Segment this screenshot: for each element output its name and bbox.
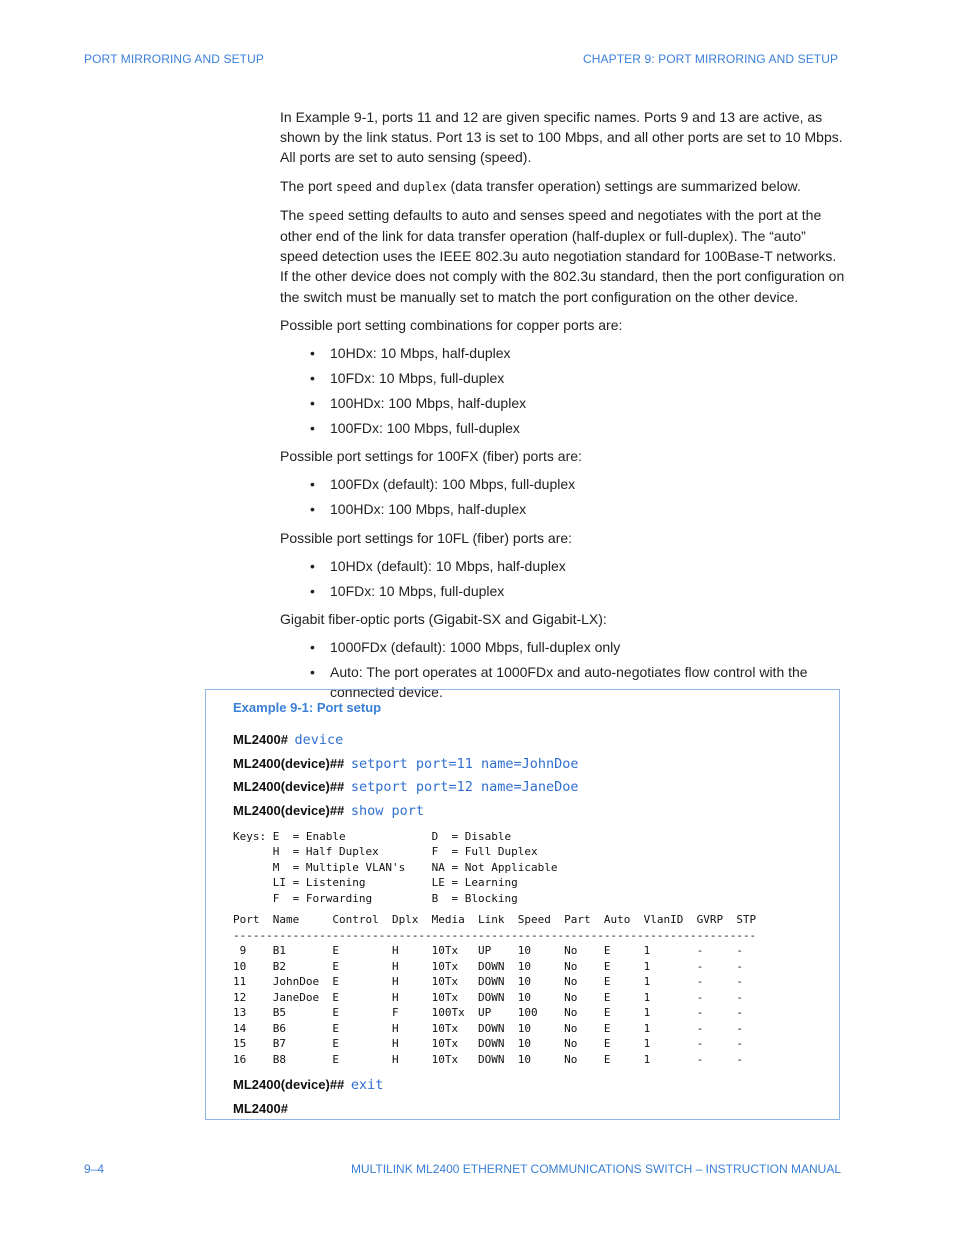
- text-run: and: [372, 177, 404, 194]
- list-item: • 100HDx: 100 Mbps, half-duplex: [280, 499, 846, 519]
- list-item: • 10FDx: 10 Mbps, full-duplex: [280, 581, 846, 601]
- command-line: [233, 799, 829, 823]
- list-item: • 10HDx (default): 10 Mbps, half-duplex: [280, 556, 846, 576]
- command: show port: [350, 803, 425, 820]
- command: setport port=11 name=JohnDoe: [350, 755, 579, 772]
- keys-legend: Keys: E = Enable D = Disable H = Half Duplex F = Full Duplex M = Multiple VLAN's NA = Not Applicable LI = Listening LE = Learning F = Forwarding B = Blocking: [233, 829, 558, 905]
- text-run: The: [280, 206, 309, 223]
- text-run: (data transfer operation) settings are summarized below.: [446, 177, 801, 194]
- prompt: ML2400(device)##: [233, 803, 345, 819]
- list-item: • Auto: The port operates at 1000FDx and auto-negotiates flow control with the connected device.: [280, 662, 846, 702]
- port-table: Port Name Control Dplx Media Link Speed Part Auto VlanID GVRP STP ------------------------------------------------------------------------------- 9 B1 E H 10Tx UP 10 No E 1 - - 10 B2 E H 10Tx DOWN 10 No E 1 - - 11 JohnDoe E H 10Tx DOWN 10 No E 1 - - 12 JaneDoe E H 10Tx DOWN 10 No E 1 - - 13 B5 E F 100Tx UP 100 No E 1 - - 14 B6 E H 10Tx DOWN 10 No E 1 - - 15 B7 E H 10Tx DOWN 10 No E 1 - - 16 B8 E H 10Tx DOWN 10 No E 1 - -: [233, 913, 757, 1066]
- gigabit-intro: Gigabit fiber-optic ports (Gigabit-SX and Gigabit-LX):: [280, 611, 607, 628]
- command: setport port=12 name=JaneDoe: [350, 779, 579, 796]
- body-text: [280, 107, 846, 711]
- list-item: • 1000FDx (default): 1000 Mbps, full-duplex only: [280, 637, 846, 657]
- example-box: [205, 689, 840, 1120]
- command: device: [294, 732, 344, 748]
- paragraph-speed-duplex: [280, 176, 846, 197]
- list-item: • 100FDx: 100 Mbps, full-duplex: [280, 418, 846, 438]
- running-header-left: PORT MIRRORING AND SETUP: [84, 52, 264, 66]
- prompt: ML2400(device)##: [233, 1077, 345, 1093]
- list-item: • 100HDx: 100 Mbps, half-duplex: [280, 393, 846, 413]
- command: exit: [350, 1077, 384, 1094]
- text-run: The port: [280, 177, 337, 194]
- example-content: [233, 700, 829, 1121]
- command-line: [233, 1073, 829, 1097]
- paragraph-example-intro: In Example 9-1, ports 11 and 12 are given specific names. Ports 9 and 13 are active, as shown by the link status. Port 13 is set to 100 Mbps, and all other ports are set to 10 Mbps. All ports are set to auto sensing (speed).: [280, 109, 843, 166]
- prompt: ML2400(device)##: [233, 755, 345, 771]
- running-header-right: CHAPTER 9: PORT MIRRORING AND SETUP: [583, 52, 839, 66]
- prompt: ML2400#: [233, 732, 288, 747]
- command-line: [233, 728, 829, 752]
- list-item: • 100FDx (default): 100 Mbps, full-duplex: [280, 474, 846, 494]
- fx-list: [280, 474, 846, 519]
- list-item: • 10HDx: 10 Mbps, half-duplex: [280, 343, 846, 363]
- prompt: ML2400(device)##: [233, 779, 345, 795]
- list-item: • 10FDx: 10 Mbps, full-duplex: [280, 368, 846, 388]
- copper-list: [280, 343, 846, 438]
- command-line: [233, 752, 829, 776]
- text-run: setting defaults to auto and senses speed and negotiates with the port at the other end of the link for data transfer operation (half-duplex or full-duplex). The “auto” speed detection uses the IEEE 802.3u auto negotiation standard for 100Base-T networks. If the other device does not comply with the 802.3u standard, then the port configuration on the switch must be manually set to match the port configuration on the other device.: [280, 206, 845, 305]
- copper-intro: Possible port setting combinations for copper ports are:: [280, 316, 623, 333]
- page-number: 9–4: [84, 1162, 105, 1176]
- fx-intro: Possible port settings for 100FX (fiber) ports are:: [280, 448, 582, 465]
- fl-intro: Possible port settings for 10FL (fiber) ports are:: [280, 529, 573, 546]
- running-footer-title: MULTILINK ML2400 ETHERNET COMMUNICATIONS SWITCH – INSTRUCTION MANUAL: [350, 1162, 841, 1176]
- example-title: Example 9-1: Port setup: [233, 700, 382, 715]
- code-duplex: duplex: [403, 179, 447, 194]
- command-line: [233, 775, 829, 799]
- code-speed: speed: [336, 179, 373, 194]
- fl-list: [280, 556, 846, 601]
- paragraph-speed-default: [280, 205, 846, 307]
- code-speed: speed: [308, 208, 345, 223]
- final-prompt: ML2400#: [233, 1100, 288, 1116]
